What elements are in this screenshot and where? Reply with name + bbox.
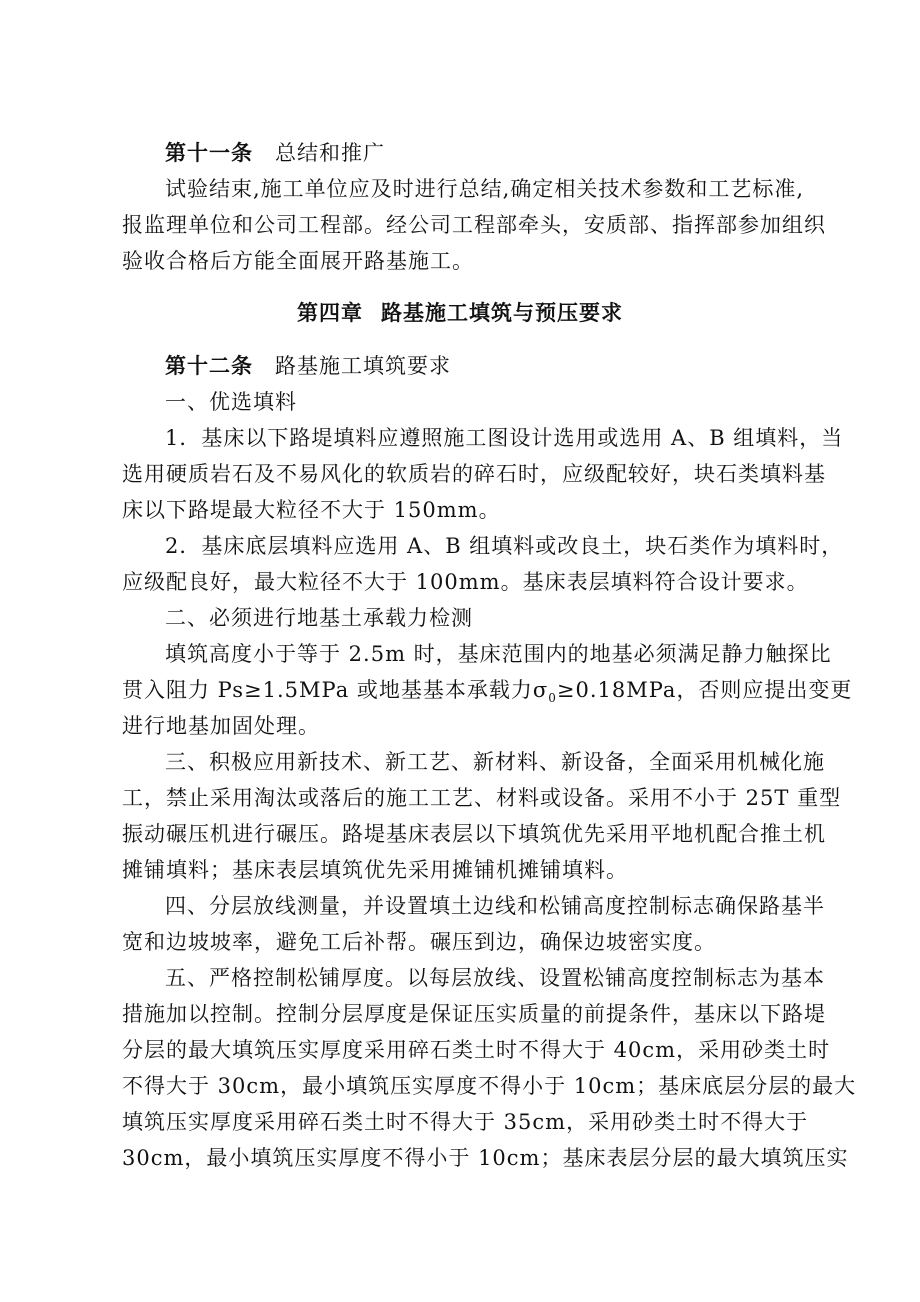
article-11-title: 总结和推广 (275, 141, 385, 165)
section-3-line-1: 三、积极应用新技术、新工艺、新材料、新设备，全面采用机械化施 (165, 750, 825, 774)
article-12-heading (0, 348, 920, 384)
section-5-line-6: 30cm，最小填筑压实厚度不得小于 10cm；基床表层分层的最大填筑压实 (122, 1146, 849, 1170)
chapter-4-heading (0, 295, 920, 331)
section-4-line-2: 宽和边坡坡率，避免工后补帮。碾压到边，确保边坡密实度。 (122, 930, 716, 954)
section-5-line-1: 五、严格控制松铺厚度。以每层放线、设置松铺高度控制标志为基本 (165, 966, 825, 990)
article-11-line-2: 报监理单位和公司工程部。经公司工程部牵头，安质部、指挥部参加组织 (122, 213, 826, 237)
section-2-line-2-part-2: ≥0.18MPa，否则应提出变更 (556, 678, 853, 702)
section-5-line-3: 分层的最大填筑压实厚度采用碎石类土时不得大于 40cm，采用砂类土时 (122, 1038, 831, 1062)
section-2-heading: 二、必须进行地基土承载力检测 (165, 606, 473, 630)
article-11-line-1: 试验结束,施工单位应及时进行总结,确定相关技术参数和工艺标准, (165, 177, 805, 201)
article-11-heading (0, 135, 920, 171)
section-5-line-4: 不得大于 30cm，最小填筑压实厚度不得小于 10cm；基床底层分层的最大 (122, 1074, 857, 1098)
sigma-subscript: 0 (548, 691, 557, 705)
section-2-line-1: 填筑高度小于等于 2.5m 时，基床范围内的地基必须满足静力触探比 (165, 642, 832, 666)
section-3-line-3: 振动碾压机进行碾压。路堤基床表层以下填筑优先采用平地机配合推土机 (122, 822, 826, 846)
section-2-line-2-part-1: 贯入阻力 Ps≥1.5MPa 或地基基本承载力σ (122, 678, 549, 702)
section-5-line-2: 措施加以控制。控制分层厚度是保证压实质量的前提条件，基床以下路堤 (122, 1002, 826, 1026)
article-12-title: 路基施工填筑要求 (275, 354, 451, 378)
section-1-item-2-line-2: 应级配良好，最大粒径不大于 100mm。基床表层填料符合设计要求。 (122, 570, 809, 594)
section-1-item-1-line-3: 床以下路堤最大粒径不大于 150mm。 (122, 498, 501, 522)
section-2-line-3: 进行地基加固处理。 (122, 714, 320, 738)
section-1-item-1-line-1: 1．基床以下路堤填料应遵照施工图设计选用或选用 A、B 组填料，当 (165, 426, 844, 450)
section-2-line-2 (0, 672, 920, 708)
section-1-item-2-line-1: 2．基床底层填料应选用 A、B 组填料或改良土，块石类作为填料时， (165, 534, 844, 558)
section-1-item-1-line-2: 选用硬质岩石及不易风化的软质岩的碎石时，应级配较好，块石类填料基 (122, 462, 826, 486)
chapter-4-number: 第四章 (297, 301, 363, 325)
section-1-heading: 一、优选填料 (165, 390, 297, 414)
article-11-number: 第十一条 (165, 141, 253, 165)
section-3-line-4: 摊铺填料；基床表层填筑优先采用摊铺机摊铺填料。 (122, 858, 628, 882)
article-12-number: 第十二条 (165, 354, 253, 378)
section-4-line-1: 四、分层放线测量，并设置填土边线和松铺高度控制标志确保路基半 (165, 894, 825, 918)
chapter-4-title: 路基施工填筑与预压要求 (381, 301, 623, 325)
article-11-line-3: 验收合格后方能全面展开路基施工。 (122, 249, 474, 273)
section-5-line-5: 填筑压实厚度采用碎石类土时不得大于 35cm，采用砂类土时不得大于 (122, 1110, 809, 1134)
section-3-line-2: 工，禁止采用淘汰或落后的施工工艺、材料或设备。采用不小于 25T 重型 (122, 786, 842, 810)
